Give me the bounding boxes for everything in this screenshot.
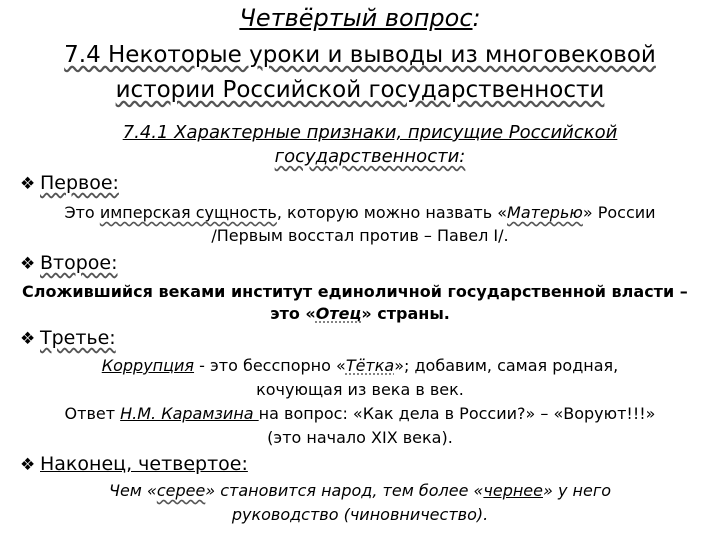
heading-line-1: 7.4 Некоторые уроки и выводы из многовековой — [64, 42, 656, 68]
first-mother: Матерью — [507, 203, 583, 222]
third-text-4: »; добавим, самая родная, — [394, 356, 619, 375]
bullet-second-label: Второе: — [40, 252, 118, 274]
bullet-first — [20, 172, 119, 194]
bullet-third-label: Третье: — [40, 327, 116, 349]
diamond-star-icon: ❖ — [20, 329, 36, 349]
third-text-2: - это бесспорно « — [194, 356, 346, 375]
first-imperial-essence: имперская сущность — [99, 203, 277, 222]
slide-title-colon: : — [472, 4, 481, 32]
fourth-blacker: чернее — [483, 481, 543, 500]
fourth-text-5: » у него — [543, 481, 612, 500]
bullet-fourth-label: Наконец, четвертое: — [40, 453, 248, 475]
second-line-1: Сложившийся веками институт единоличной государственной власти – — [22, 282, 688, 301]
fourth-line-2: руководство (чиновничество). — [231, 505, 489, 524]
third-line-3 — [0, 404, 720, 423]
third-line-1 — [0, 356, 720, 375]
slide-title — [0, 4, 720, 32]
bullet-second — [20, 252, 118, 274]
bullet-third — [20, 327, 116, 349]
second-text-1: это « — [270, 304, 316, 323]
first-text-3: , которую можно назвать « — [276, 203, 508, 222]
fourth-greyer: серее — [156, 481, 206, 500]
first-line-1 — [0, 203, 720, 222]
second-father: Отец — [315, 304, 362, 323]
first-line-2: /Первым восстал против – Павел I/. — [211, 226, 509, 245]
subheading-line-2: государственности: — [274, 146, 466, 167]
second-line-2 — [0, 304, 720, 323]
third-line-4: (это начало XIX века). — [267, 428, 453, 447]
fourth-text-1: Чем « — [108, 481, 157, 500]
slide-title-text: Четвёртый вопрос — [239, 4, 473, 32]
third-text-5: Ответ — [64, 404, 121, 423]
bullet-first-label: Первое: — [40, 172, 119, 194]
first-text-5: » России — [582, 203, 656, 222]
first-text-1: Это — [64, 203, 100, 222]
second-text-3: » страны. — [361, 304, 450, 323]
third-aunt: Тётка — [345, 356, 395, 375]
third-text-7: на вопрос: «Как дела в России?» – «Воруют!!!» — [258, 404, 656, 423]
third-corruption: Коррупция — [101, 356, 195, 375]
diamond-star-icon: ❖ — [20, 455, 36, 475]
third-line-2: кочующая из века в век. — [256, 380, 464, 399]
heading-line-2: истории Российской государственности — [115, 77, 605, 103]
diamond-star-icon: ❖ — [20, 254, 36, 274]
third-karamzin: Н.М. Карамзина — [120, 404, 259, 423]
diamond-star-icon: ❖ — [20, 174, 36, 194]
bullet-fourth — [20, 453, 248, 475]
subheading-line-1: 7.4.1 Характерные признаки, присущие Российской — [122, 122, 618, 143]
fourth-text-3: » становится народ, тем более « — [205, 481, 484, 500]
fourth-line-1 — [0, 481, 720, 500]
